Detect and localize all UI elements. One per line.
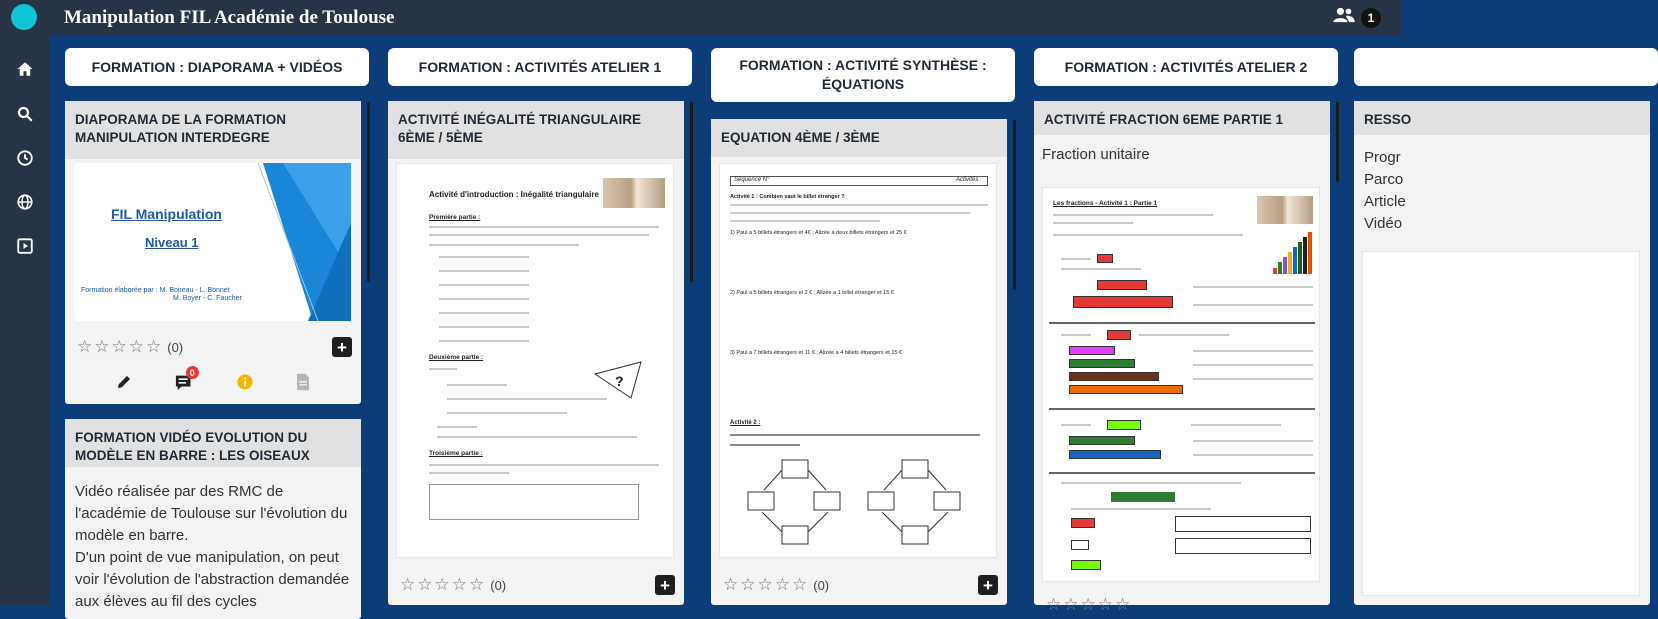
play-icon[interactable] [13, 234, 37, 258]
star-rating[interactable] [400, 575, 506, 595]
home-icon[interactable] [13, 57, 37, 81]
star-icon[interactable]: ☆ [1115, 595, 1133, 614]
star-icon[interactable]: ☆ [111, 337, 129, 356]
star-icon[interactable]: ☆ [774, 575, 792, 594]
document-thumbnail[interactable] [1042, 187, 1320, 582]
slide-credits-1: Formation élaborée par : M. Boireau - L. Bonnet [81, 287, 230, 294]
slide-credits-2: M. Boyer - C. Faucher [173, 295, 242, 302]
card-title: ACTIVITÉ FRACTION 6EME PARTIE 1 [1034, 101, 1330, 135]
card-video-oiseaux[interactable] [65, 419, 361, 619]
info-icon[interactable] [236, 373, 254, 396]
column-scrollbar[interactable] [690, 102, 693, 282]
comments-count-badge: 0 [186, 366, 199, 379]
document-thumbnail[interactable] [1362, 251, 1640, 596]
star-icon[interactable]: ☆ [1063, 595, 1081, 614]
star-icon[interactable]: ☆ [146, 337, 164, 356]
star-icon[interactable]: ☆ [1080, 595, 1098, 614]
doc-heading: Activité d'introduction : Inégalité triangulaire [429, 190, 599, 199]
slide-title: FIL Manipulation [111, 206, 222, 222]
column-scrollbar[interactable] [1336, 102, 1339, 182]
star-icon[interactable]: ☆ [77, 337, 95, 356]
doc-heading: Les fractions - Activité 1 : Partie 1 [1053, 200, 1158, 207]
doc-question: Activité 2 : [730, 420, 761, 426]
document-thumbnail[interactable] [719, 163, 997, 558]
document-thumbnail[interactable] [396, 163, 674, 558]
card-fraction[interactable] [1034, 101, 1330, 614]
answer-box [429, 484, 639, 520]
star-icon[interactable]: ☆ [400, 575, 418, 594]
doc-sequence-label: Séquence N° [734, 177, 770, 183]
svg-text:?: ? [615, 373, 624, 389]
star-rating[interactable] [723, 575, 829, 595]
star-icon[interactable]: ☆ [94, 337, 112, 356]
document-icon[interactable] [295, 373, 311, 396]
column-scrollbar[interactable] [1013, 120, 1016, 290]
equation-diagram [734, 456, 984, 550]
doc-question: Activité 1 : Combien vaut le billet étranger ? [730, 194, 845, 200]
card-inegalite-triangulaire[interactable] [388, 101, 684, 605]
doc-answer-line: 3) Paul a 7 billets étrangers et 11 € ; Alizée a 4 billets étrangers et 15 € [730, 350, 903, 356]
star-rating[interactable] [77, 337, 183, 357]
comments-icon[interactable] [174, 367, 196, 397]
card-title: EQUATION 4ÈME / 3ÈME [711, 119, 1007, 157]
page-title: Manipulation FIL Académie de Toulouse [64, 7, 395, 28]
card-description-2: D'un point de vue manipulation, on peut voir l'évolution de l'abstraction demandée aux élèves au fil des cycles [75, 549, 350, 610]
star-rating[interactable] [1046, 595, 1132, 615]
column-header[interactable]: FORMATION : DIAPORAMA + VIDÉOS [65, 48, 369, 86]
edit-icon[interactable] [115, 373, 133, 396]
card-diaporama[interactable] [65, 101, 361, 404]
doc-section-heading: Première partie : [429, 214, 481, 221]
star-icon[interactable]: ☆ [451, 575, 469, 594]
user-count-badge: 1 [1361, 8, 1381, 28]
card-link[interactable]: Progr [1364, 149, 1401, 166]
card-link[interactable]: Parco [1364, 171, 1404, 188]
star-icon[interactable]: ☆ [740, 575, 758, 594]
left-rail [0, 0, 50, 605]
star-icon[interactable]: ☆ [792, 575, 810, 594]
column-header[interactable] [1354, 48, 1658, 86]
add-comment-button[interactable]: + [978, 575, 998, 595]
card-title: FORMATION VIDÉO EVOLUTION DU MODÈLE EN BARRE : LES OISEAUX [65, 419, 361, 467]
star-icon[interactable]: ☆ [1097, 595, 1115, 614]
hands-illustration [1257, 196, 1313, 224]
card-title: ACTIVITÉ INÉGALITÉ TRIANGULAIRE 6ÈME / 5ÈME [388, 101, 684, 159]
card-link[interactable]: Article [1364, 193, 1406, 210]
card-ressources[interactable] [1354, 101, 1650, 605]
top-bar [50, 0, 1401, 36]
globe-icon[interactable] [13, 190, 37, 214]
card-link[interactable]: Vidéo [1364, 215, 1403, 232]
column-header[interactable]: FORMATION : ACTIVITÉS ATELIER 2 [1034, 48, 1338, 86]
card-actions [65, 365, 361, 404]
doc-section-heading: Troisième partie : [429, 450, 483, 457]
doc-section-heading: Deuxième partie : [429, 354, 484, 361]
app-logo[interactable] [11, 4, 37, 30]
users-indicator[interactable] [1333, 7, 1381, 28]
column-diaporama-videos [65, 36, 369, 610]
rating-count: (0) [490, 577, 507, 593]
card-link-list [1354, 135, 1650, 235]
star-icon[interactable]: ☆ [417, 575, 435, 594]
star-icon[interactable]: ☆ [723, 575, 741, 594]
column-atelier-1 [388, 36, 692, 605]
star-icon[interactable]: ☆ [434, 575, 452, 594]
column-header[interactable]: FORMATION : ACTIVITÉS ATELIER 1 [388, 48, 692, 86]
card-title: RESSO [1354, 101, 1650, 135]
clock-icon[interactable] [13, 146, 37, 170]
card-title: DIAPORAMA DE LA FORMATION MANIPULATION INTERDEGRE [65, 101, 361, 159]
star-icon[interactable]: ☆ [128, 337, 146, 356]
doc-activities-label: Activités [956, 177, 979, 183]
users-icon [1333, 7, 1355, 28]
star-icon[interactable]: ☆ [1046, 595, 1064, 614]
add-comment-button[interactable]: + [332, 337, 352, 357]
rating-count: (0) [813, 577, 830, 593]
column-ressources [1354, 36, 1412, 605]
card-description: Vidéo réalisée par des RMC de l'académie de Toulouse sur l'évolution du modèle en barre. [75, 483, 348, 544]
card-subtitle: Fraction unitaire [1042, 146, 1150, 163]
triangle-figure [593, 360, 645, 400]
doc-answer-line: 2) Paul a 5 billets étrangers et 2 € ; Alizée a 1 billet étranger et 15 € [730, 290, 894, 296]
hands-illustration [603, 178, 665, 208]
add-comment-button[interactable]: + [655, 575, 675, 595]
slide-thumbnail[interactable] [73, 163, 351, 321]
column-atelier-2 [1034, 36, 1338, 614]
star-icon[interactable]: ☆ [469, 575, 487, 594]
column-header[interactable]: FORMATION : ACTIVITÉ SYNTHÈSE : ÉQUATIONS [711, 48, 1015, 102]
rating-count: (0) [167, 339, 184, 355]
search-icon[interactable] [13, 102, 37, 126]
column-scrollbar[interactable] [367, 102, 370, 282]
star-icon[interactable]: ☆ [757, 575, 775, 594]
card-equation[interactable] [711, 119, 1007, 605]
slide-subtitle: Niveau 1 [145, 235, 199, 250]
doc-answer-line: 1) Paul a 5 billets étrangers et 4€ ; Alizée a deux billets étrangers et 25 € [730, 230, 907, 236]
column-synthese-equations [711, 36, 1015, 605]
cuisenaire-rods [1271, 232, 1315, 274]
